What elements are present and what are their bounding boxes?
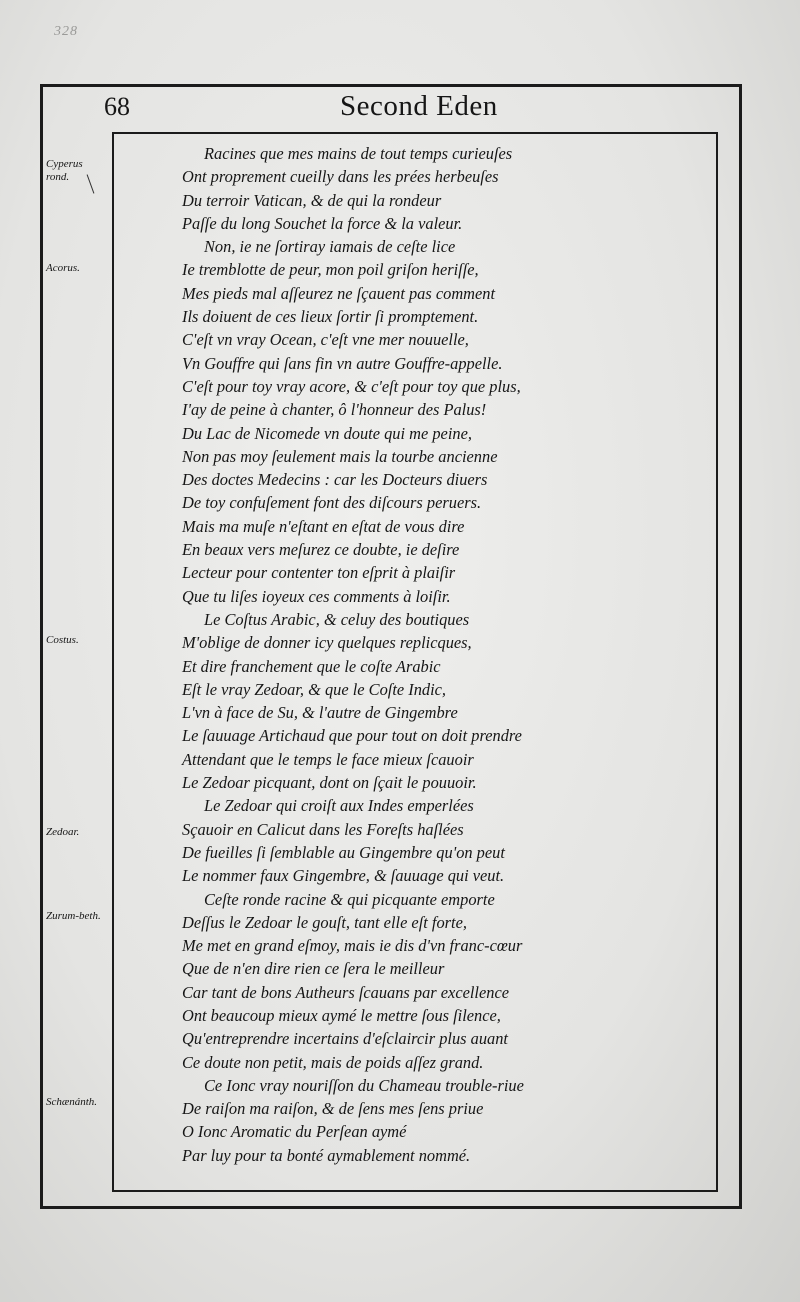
frame-outer-right-rule: [739, 84, 742, 1209]
verse-line: Du Lac de Nicomede vn doute qui me peine,: [182, 423, 472, 443]
verse-line: Le ſauuage Artichaud que pour tout on doit prendre: [182, 726, 522, 746]
verse-line: Que tu liſes ioyeux ces comments à loiſir.: [182, 586, 451, 606]
verse-line: C'eſt pour toy vray acore, & c'eſt pour toy que plus,: [182, 376, 521, 396]
margin-note: Zurum-beth.: [46, 910, 101, 922]
running-head-title: Second Eden: [340, 90, 498, 122]
verse-line: Me met en grand eſmoy, mais ie dis d'vn franc-cœur: [182, 936, 523, 956]
verse-line: De raiſon ma raiſon, & de ſens mes ſens priue: [182, 1099, 484, 1119]
verse-line: Car tant de bons Autheurs ſcauans par excellence: [182, 982, 509, 1002]
verse-line: De toy confuſement font des diſcours peruers.: [182, 493, 482, 513]
verse-line: Eſt le vray Zedoar, & que le Coſte Indic,: [182, 679, 447, 699]
verse-line: Lecteur pour contenter ton eſprit à plaiſir: [182, 563, 456, 583]
verse-line: Ont beaucoup mieux aymé le mettre ſous ſilence,: [182, 1005, 501, 1025]
verse-line: En beaux vers meſurez ce doubte, ie deſire: [182, 540, 460, 560]
verse-line: Mais ma muſe n'eſtant en eſtat de vous dire: [182, 516, 465, 536]
frame-inner-right-rule: [716, 132, 718, 1192]
frame-outer-top-rule: [40, 84, 742, 87]
verse-line: Racines que mes mains de tout temps curieuſes: [204, 144, 513, 163]
frame-outer-left-rule: [40, 84, 43, 1209]
verse-line: Ont proprement cueilly dans les prées herbeuſes: [182, 167, 499, 187]
verse-line: O Ionc Aromatic du Perſean aymé: [182, 1122, 407, 1142]
verse-line: Ie tremblotte de peur, mon poil griſon heriſſe,: [182, 260, 479, 280]
verse-line: De fueilles ſi ſemblable au Gingembre qu'on peut: [182, 842, 505, 862]
verse-line: Et dire franchement que le coſte Arabic: [182, 656, 441, 676]
verse-line: C'eſt vn vray Ocean, c'eſt vne mer nouuelle,: [182, 330, 469, 350]
verse-line: L'vn à face de Su, & l'autre de Gingembre: [182, 703, 458, 723]
margin-note: Schænánth.: [46, 1096, 98, 1108]
verse-line: Non pas moy ſeulement mais la tourbe ancienne: [182, 446, 498, 466]
verse-line: Qu'entreprendre incertains d'eſclaircir plus auant: [182, 1029, 508, 1049]
verse-line: Du terroir Vatican, & de qui la rondeur: [182, 190, 442, 210]
frame-inner-bottom-rule: [112, 1190, 718, 1192]
verse-line: Le Zedoar qui croiſt aux Indes emperlées: [204, 796, 474, 816]
verse-line: Deſſus le Zedoar le gouſt, tant elle eſt forte,: [182, 912, 467, 932]
margin-note: Costus.: [46, 634, 79, 646]
verse-line: Le Coſtus Arabic, & celuy des boutiques: [204, 609, 470, 629]
verse-line: Sçauoir en Calicut dans les Foreſts haſlées: [182, 819, 464, 839]
verse-line: Ce Ionc vray nouriſſon du Chameau trouble-riue: [204, 1075, 524, 1095]
verse-line: Des doctes Medecins : car les Docteurs diuers: [182, 470, 488, 490]
page-number: 68: [104, 92, 130, 121]
margin-note: Cyperus rond.: [46, 158, 83, 183]
verse-line: Vn Gouffre qui ſans fin vn autre Gouffre-appelle.: [182, 353, 503, 373]
frame-outer-bottom-rule: [40, 1206, 742, 1209]
verse-line: Ceſte ronde racine & qui picquante emporte: [204, 889, 495, 909]
shelfmark-annotation: 328: [54, 24, 78, 39]
verse-line: Ce doute non petit, mais de poids aſſez grand.: [182, 1052, 484, 1072]
verse-line: Que de n'en dire rien ce ſera le meilleur: [182, 959, 445, 979]
verse-line: Ils doiuent de ces lieux ſortir ſi promptement.: [182, 307, 479, 327]
frame-inner-left-rule: [112, 132, 114, 1192]
verse-line: Paſſe du long Souchet la force & la valeur.: [182, 213, 463, 233]
verse-line: Attendant que le temps le face mieux ſcauoir: [182, 749, 474, 769]
margin-note: Zedoar.: [46, 826, 80, 838]
verse-line: I'ay de peine à chanter, ô l'honneur des Palus!: [182, 400, 487, 420]
verse-line: Le Zedoar picquant, dont on ſçait le pouuoir.: [182, 773, 477, 793]
verse-text: [182, 142, 702, 1167]
verse-line: Le nommer faux Gingembre, & ſauuage qui veut.: [182, 866, 505, 886]
verse-line: Par luy pour ta bonté aymablement nommé.: [182, 1145, 471, 1165]
verse-line: Non, ie ne ſortiray iamais de ceſte lice: [204, 237, 456, 257]
verse-line: M'oblige de donner icy quelques replicques,: [182, 633, 472, 653]
frame-inner-top-rule: [112, 132, 718, 134]
margin-note: Acorus.: [46, 262, 80, 274]
verse-line: Mes pieds mal aſſeurez ne ſçauent pas comment: [182, 283, 496, 303]
